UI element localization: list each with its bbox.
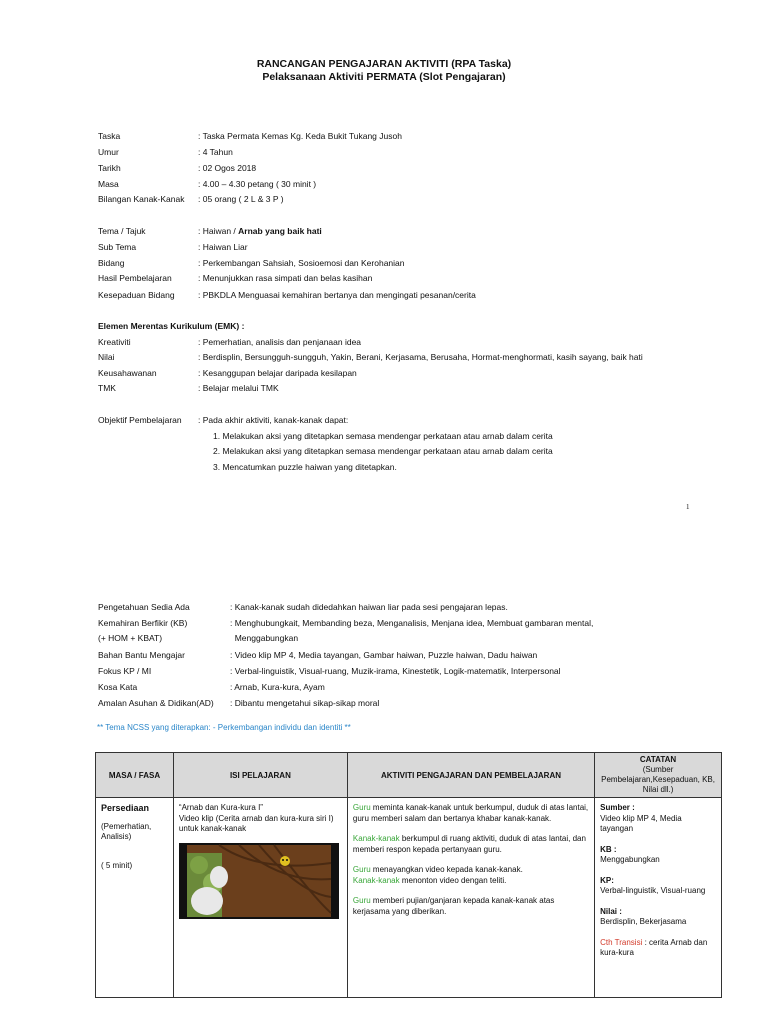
info-value: : PBKDLA Menguasai kemahiran bertanya dan mengingati pesanan/cerita [198, 290, 476, 300]
tema-prefix: : Haiwan / [198, 226, 236, 236]
info-value: : 02 Ogos 2018 [198, 163, 257, 173]
objektif-item: 1. Melakukan aksi yang ditetapkan semasa mendengar perkataan atau arnab dalam cerita [213, 431, 553, 441]
fasa-title: Persediaan [101, 803, 150, 813]
aktiviti-actor: Kanak-kanak [352, 875, 400, 885]
aktiviti-step [353, 865, 589, 886]
kb-label: KB : [600, 844, 617, 854]
info-value: : 4 Tahun [198, 147, 233, 157]
info-value: : Kanak-kanak sudah didedahkan haiwan liar pada sesi pengajaran lepas. [230, 602, 508, 612]
objektif-label: Objektif Pembelajaran [98, 415, 182, 425]
aktiviti-actor: Guru [352, 896, 371, 905]
info-label: Keusahawanan [98, 368, 157, 378]
catatan-subtitle: (Sumber Pembelajaran,Kesepaduan, KB, Nilai dll.) [601, 765, 715, 794]
nilai-value: Berdisplin, Bekerjasama [600, 917, 687, 926]
info-value: : Dibantu mengetahui sikap-sikap moral [230, 698, 380, 708]
info-value: : Video klip MP 4, Media tayangan, Gambar haiwan, Puzzle haiwan, Dadu haiwan [230, 650, 538, 660]
info-value: Menggabungkan [230, 633, 299, 643]
tema-title: Arnab yang baik hati [238, 226, 322, 236]
info-label: Masa [98, 179, 119, 189]
info-value: : Haiwan Liar [198, 242, 248, 252]
info-value: : 4.00 – 4.30 petang ( 30 minit ) [198, 179, 317, 189]
page-number: 1 [686, 503, 690, 511]
info-label: Sub Tema [98, 242, 137, 252]
aktiviti-text: meminta kanak-kanak untuk berkumpul, duduk di atas lantai, guru memberi salam dan bertanya khabar kanak-kanak. [352, 803, 589, 823]
info-label: Tarikh [98, 163, 121, 173]
kb-value: Menggabungkan [600, 855, 660, 864]
objektif-item: 2. Melakukan aksi yang ditetapkan semasa mendengar perkataan atau arnab dalam cerita [213, 446, 553, 456]
fasa-note: (Pemerhatian, Analisis) [101, 821, 152, 841]
aktiviti-text: menonton video dengan teliti. [399, 875, 507, 885]
cell-catatan [595, 798, 722, 998]
info-value: : Berdisplin, Bersungguh-sungguh, Yakin, Berani, Kerjasama, Berusaha, Hormat-menghormati, kasih sayang, baik hati [198, 352, 643, 362]
ncss-note: ** Tema NCSS yang diterapkan: - Perkembangan individu dan identiti ** [97, 723, 351, 732]
header-masa: MASA / FASA [96, 753, 174, 798]
info-value: : Arnab, Kura-kura, Ayam [230, 682, 325, 692]
info-label: Tema / Tajuk [98, 226, 146, 236]
aktiviti-step [353, 896, 589, 917]
info-label: Kemahiran Berfikir (KB) [98, 618, 188, 628]
objektif-intro: : Pada akhir aktiviti, kanak-kanak dapat: [198, 415, 349, 425]
aktiviti-actor: Guru [352, 803, 371, 812]
transisi [600, 938, 716, 959]
info-value: : Perkembangan Sahsiah, Sosioemosi dan Kerohanian [198, 258, 405, 268]
info-label: Pengetahuan Sedia Ada [98, 602, 190, 612]
table-row [96, 798, 722, 998]
cell-aktiviti [347, 798, 594, 998]
info-label: TMK [98, 383, 116, 393]
document-subtitle: Pelaksanaan Aktiviti PERMATA (Slot Pengajaran) [262, 71, 506, 83]
info-label: Nilai [98, 352, 115, 362]
info-label: Fokus KP / MI [98, 666, 152, 676]
info-label: Amalan Asuhan & Didikan(AD) [98, 698, 214, 708]
objektif-item: 3. Mencatumkan puzzle haiwan yang ditetapkan. [213, 462, 397, 472]
info-label: Umur [98, 147, 119, 157]
transisi-label: Cth Transisi [600, 937, 643, 947]
info-label: Kesepaduan Bidang [98, 290, 175, 300]
info-value [198, 226, 322, 236]
cell-isi [173, 798, 347, 998]
info-label: Taska [98, 131, 121, 141]
info-value: : Menunjukkan rasa simpati dan belas kasihan [198, 273, 373, 283]
rabbit-scene-image [179, 843, 339, 919]
aktiviti-text: berkumpul di ruang aktiviti, duduk di atas lantai, dan memberi respon kepada pertanyaan guru. [352, 834, 586, 854]
info-value: : Verbal-linguistik, Visual-ruang, Muzik-irama, Kinestetik, Logik-matematik, Interpersonal [230, 666, 561, 676]
sumber-label: Sumber : [600, 803, 635, 812]
kp-value: Verbal-linguistik, Visual-ruang [600, 886, 706, 895]
nilai-label: Nilai : [600, 906, 622, 916]
header-aktiviti: AKTIVITI PENGAJARAN DAN PEMBELAJARAN [347, 753, 594, 798]
table-header-row [96, 753, 722, 798]
cell-fasa [96, 798, 174, 998]
info-label: Kreativiti [98, 337, 131, 347]
info-value: : Kesanggupan belajar daripada kesilapan [198, 368, 357, 378]
info-value: : Belajar melalui TMK [198, 383, 279, 393]
aktiviti-text: menayangkan video kepada kanak-kanak. [370, 865, 523, 874]
fasa-time: ( 5 minit) [101, 860, 133, 870]
aktiviti-step [353, 834, 589, 855]
lesson-table [95, 752, 722, 998]
header-catatan [595, 753, 722, 798]
document-title: RANCANGAN PENGAJARAN AKTIVITI (RPA Taska) [256, 58, 512, 70]
isi-desc: Video klip (Cerita arnab dan kura-kura siri I) untuk kanak-kanak [178, 813, 334, 833]
aktiviti-text: memberi pujian/ganjaran kepada kanak-kanak atas kerjasama yang diberikan. [352, 896, 555, 916]
isi-title: “Arnab dan Kura-kura I” [178, 803, 263, 812]
info-label: Bahan Bantu Mengajar [98, 650, 185, 660]
info-label: Hasil Pembelajaran [98, 273, 172, 283]
aktiviti-step [353, 803, 589, 824]
sumber-value: Video klip MP 4, Media tayangan [600, 813, 682, 833]
catatan-title: CATATAN [639, 755, 677, 764]
kp-label: KP: [600, 875, 614, 885]
aktiviti-actor: Kanak-kanak [352, 834, 400, 843]
info-label: (+ HOM + KBAT) [98, 633, 163, 643]
emk-heading: Elemen Merentas Kurikulum (EMK) : [98, 321, 245, 331]
header-isi: ISI PELAJARAN [173, 753, 347, 798]
info-value: : Pemerhatian, analisis dan penjanaan idea [198, 337, 362, 347]
info-value: : Taska Permata Kemas Kg. Keda Bukit Tukang Jusoh [198, 131, 402, 141]
info-value: : 05 orang ( 2 L & 3 P ) [198, 194, 284, 204]
transisi-value: : cerita Arnab dan kura-kura [600, 937, 708, 957]
info-value: : Menghubungkait, Membanding beza, Menganalisis, Menjana idea, Membuat gambaran mental, [230, 618, 594, 628]
aktiviti-actor: Guru [352, 865, 371, 874]
video-thumbnail[interactable] [179, 843, 339, 919]
info-label: Kosa Kata [98, 682, 138, 692]
info-label: Bilangan Kanak-Kanak [98, 194, 185, 204]
info-label: Bidang [98, 258, 125, 268]
